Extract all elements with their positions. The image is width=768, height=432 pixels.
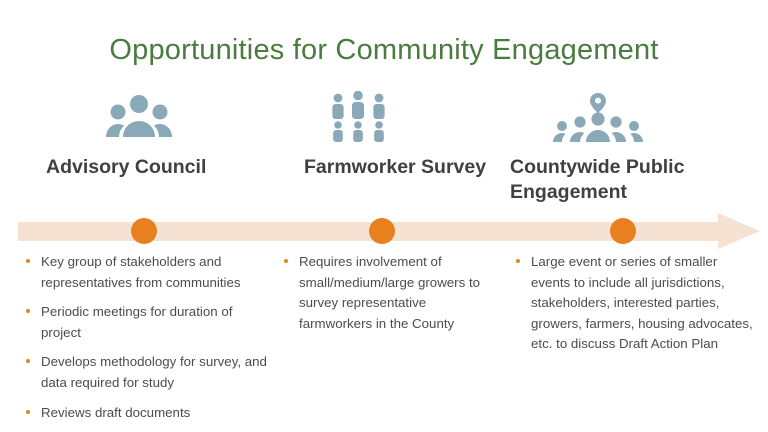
- list-item: Periodic meetings for duration of project: [24, 302, 274, 343]
- page-title: Opportunities for Community Engagement: [109, 34, 659, 66]
- timeline-dot-2: [369, 218, 395, 244]
- timeline-dot-3: [610, 218, 636, 244]
- list-item: Key group of stakeholders and representatives from communities: [24, 252, 274, 293]
- timeline-arrow: [18, 213, 758, 249]
- survey-people-chart-icon: [282, 85, 497, 143]
- bullet-list-countywide-public-engagement: [514, 252, 758, 364]
- list-item: Requires involvement of small/medium/large growers to survey representative farmworkers in the County: [282, 252, 497, 334]
- column-heading: Advisory Council: [46, 156, 207, 178]
- column-heading: Countywide Public Engagement: [510, 156, 685, 203]
- bullet-list-farmworker-survey: [282, 252, 497, 343]
- bullet-list-advisory-council: [24, 252, 274, 432]
- list-item: Reviews draft documents: [24, 403, 274, 424]
- people-group-icon: [18, 85, 278, 143]
- column-farmworker-survey: [282, 85, 497, 180]
- public-engagement-icon: [500, 85, 755, 143]
- column-countywide-public-engagement: [500, 85, 755, 205]
- column-heading: Farmworker Survey: [304, 156, 487, 178]
- list-item: Large event or series of smaller events to include all jurisdictions, stakeholders, interested parties, growers, farmers, housing advocates, etc. to discuss Draft Action Plan: [514, 252, 758, 355]
- timeline-dot-1: [131, 218, 157, 244]
- list-item: Develops methodology for survey, and data required for study: [24, 352, 274, 393]
- arrow-head-icon: [718, 213, 760, 249]
- column-advisory-council: [18, 85, 278, 180]
